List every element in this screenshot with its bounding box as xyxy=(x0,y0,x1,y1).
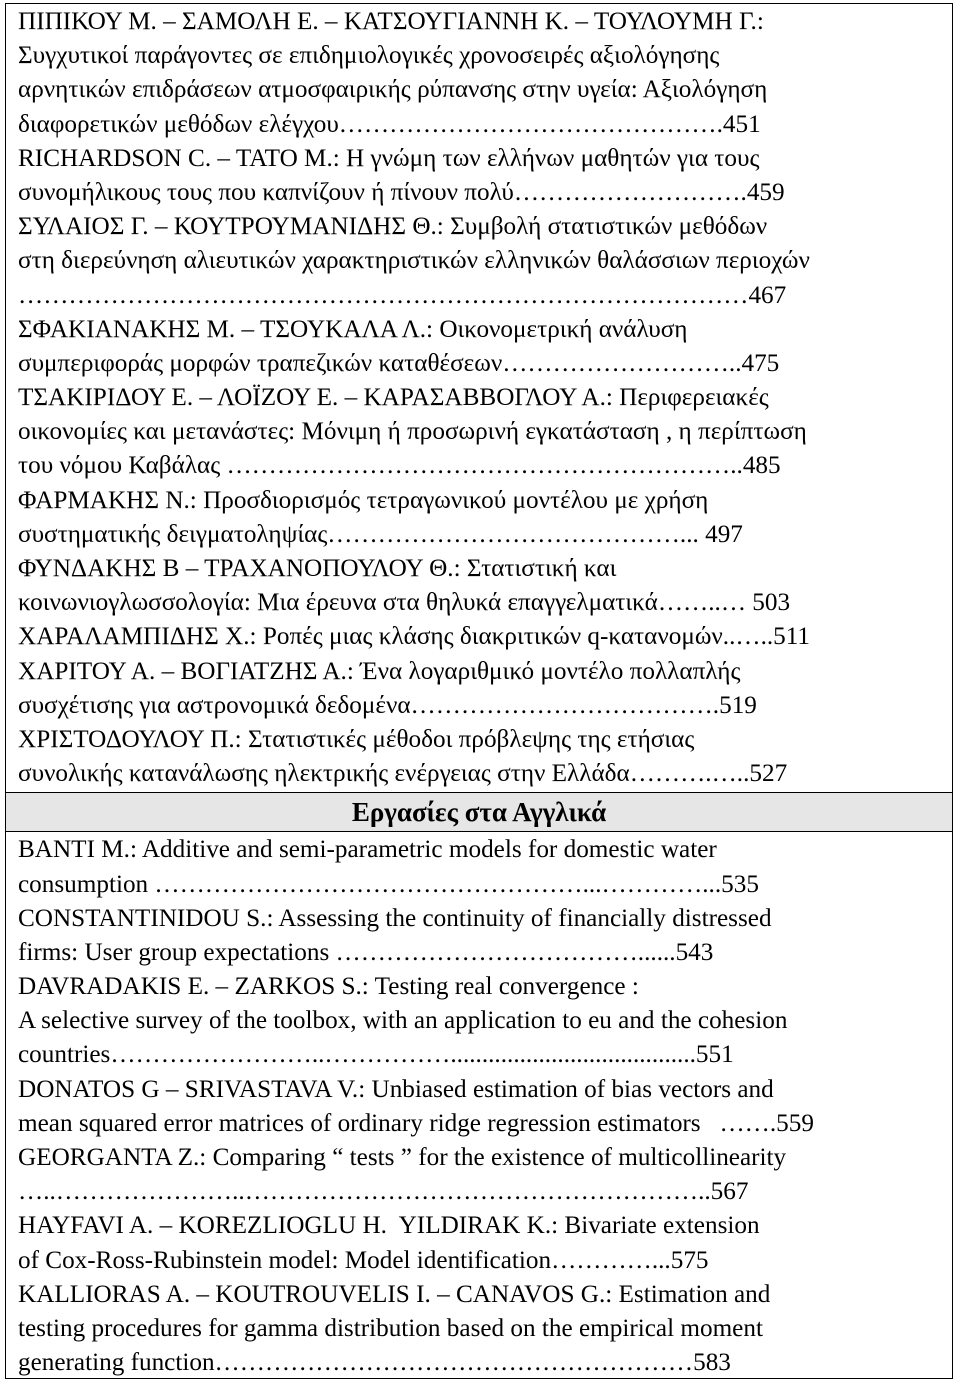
toc-line: countries……………………..…………….......................................551 xyxy=(18,1041,734,1069)
toc-line: firms: User group expectations ………………………………......543 xyxy=(18,938,714,966)
toc-line: διαφορετικών μεθόδων ελέγχου……………………………………….451 xyxy=(18,110,761,138)
toc-line: of Cox-Ross-Rubinstein model: Model identification…………...575 xyxy=(18,1246,709,1274)
english-entries-list xyxy=(18,833,952,1380)
toc-line: στη διερεύνηση αλιευτικών χαρακτηριστικών ελληνικών θαλάσσιων περιοχών xyxy=(18,247,810,275)
greek-entries-list xyxy=(18,5,952,791)
toc-line: ΦΑΡΜΑΚΗΣ Ν.: Προσδιορισμός τετραγωνικού μοντέλου με χρήση xyxy=(18,486,709,514)
toc-line: DAVRADAKIS E. – ZARKOS S.: Testing real convergence : xyxy=(18,973,639,1001)
toc-line: RICHARDSON C. – TATO M.: Η γνώμη των ελλήνων μαθητών για τους xyxy=(18,144,760,172)
toc-line: HAYFAVI A. – KOREZLIOGLU H. YILDIRAK K.: Bivariate extension xyxy=(18,1212,760,1240)
toc-line: ΣΦΑΚΙΑΝΑΚΗΣ Μ. – ΤΣΟΥΚΑΛΑ Λ.: Οικονομετρική ανάλυση xyxy=(18,315,688,343)
toc-line: κοινωνιογλωσσολογία: Μια έρευνα στα θηλυκά επαγγελματικά……..… 503 xyxy=(18,589,791,617)
toc-line: ΧΑΡΑΛΑΜΠΙΔΗΣ Χ.: Ροπές μιας κλάσης διακριτικών q-κατανομών..…..511 xyxy=(18,623,811,651)
toc-line: συνολικής κατανάλωσης ηλεκτρικής ενέργειας στην Ελλάδα……….…..527 xyxy=(18,760,788,788)
toc-line: ……………………………………………………………………………467 xyxy=(18,281,787,309)
toc-line: συσχέτισης για αστρονομικά δεδομένα……………………………….519 xyxy=(18,691,757,719)
toc-line: ΠΙΠΙΚΟΥ Μ. – ΣΑΜΟΛΗ Ε. – ΚΑΤΣΟΥΓΙΑΝΝΗ Κ. – ΤΟΥΛΟΥΜΗ Γ.: xyxy=(18,8,764,35)
toc-line: CONSTANTINIDOU S.: Assessing the continuity of financially distressed xyxy=(18,904,772,932)
toc-line: ΧΡΙΣΤΟΔΟΥΛΟΥ Π.: Στατιστικές μέθοδοι πρόβλεψης της ετήσιας xyxy=(18,725,695,753)
toc-line: ΦΥΝΔΑΚΗΣ Β – ΤΡΑΧΑΝΟΠΟΥΛΟΥ Θ.: Στατιστική και xyxy=(18,555,617,582)
toc-line: …..…………………..………………………………………………..567 xyxy=(18,1178,749,1206)
toc-line: ΤΣΑΚΙΡΙΔΟΥ Ε. – ΛΟΪΖΟΥ Ε. – ΚΑΡΑΣΑΒΒΟΓΛΟΥ Α.: Περιφερειακές xyxy=(18,384,769,412)
toc-line: generating function…………………………………………………583 xyxy=(18,1349,731,1377)
toc-line: KALLIORAS A. – KOUTROUVELIS I. – CANAVOS G.: Estimation and xyxy=(18,1280,771,1308)
toc-line: mean squared error matrices of ordinary ridge regression estimators …….559 xyxy=(18,1109,814,1137)
section-header-band xyxy=(6,792,952,832)
toc-line: DONATOS G – SRIVASTAVA V.: Unbiased estimation of bias vectors and xyxy=(18,1075,774,1103)
toc-line: συμπεριφοράς μορφών τραπεζικών καταθέσεων………………………..475 xyxy=(18,349,780,377)
toc-line: του νόμου Καβάλας ……………………………………………………..485 xyxy=(18,452,781,480)
toc-line: BANTI M.: Additive and semi-parametric models for domestic water xyxy=(18,836,717,864)
toc-line: A selective survey of the toolbox, with an application to eu and the cohesion xyxy=(18,1007,788,1035)
toc-line: Συγχυτικοί παράγοντες σε επιδημιολογικές χρονοσειρές αξιολόγησης xyxy=(18,42,720,70)
toc-line: testing procedures for gamma distribution based on the empirical moment xyxy=(18,1314,763,1342)
toc-line: οικονομίες και μετανάστες: Μόνιμη ή προσωρινή εγκατάσταση , η περίπτωση xyxy=(18,418,807,446)
toc-line: ΧΑΡΙΤΟΥ Α. – ΒΟΓΙΑΤΖΗΣ Α.: Ένα λογαριθμικό μοντέλο πολλαπλής xyxy=(18,657,741,685)
toc-line: αρνητικών επιδράσεων ατμοσφαιρικής ρύπανσης στην υγεία: Αξιολόγηση xyxy=(18,76,768,104)
toc-line: ΣΥΛΑΙΟΣ Γ. – ΚΟΥΤΡΟΥΜΑΝΙΔΗΣ Θ.: Συμβολή στατιστικών μεθόδων xyxy=(18,213,768,241)
toc-line: consumption ……………………………………………...…………...535 xyxy=(18,870,759,898)
toc-line: συστηματικής δειγματοληψίας……………………………………... 497 xyxy=(18,520,743,548)
toc-line: GEORGANTA Z.: Comparing “ tests ” for the existence of multicollinearity xyxy=(18,1144,787,1171)
table-of-contents-page xyxy=(5,3,953,1379)
toc-line: συνομήλικους τους που καπνίζουν ή πίνουν πολύ……………………….459 xyxy=(18,178,785,206)
section-title: Εργασίες στα Αγγλικά xyxy=(351,797,607,828)
